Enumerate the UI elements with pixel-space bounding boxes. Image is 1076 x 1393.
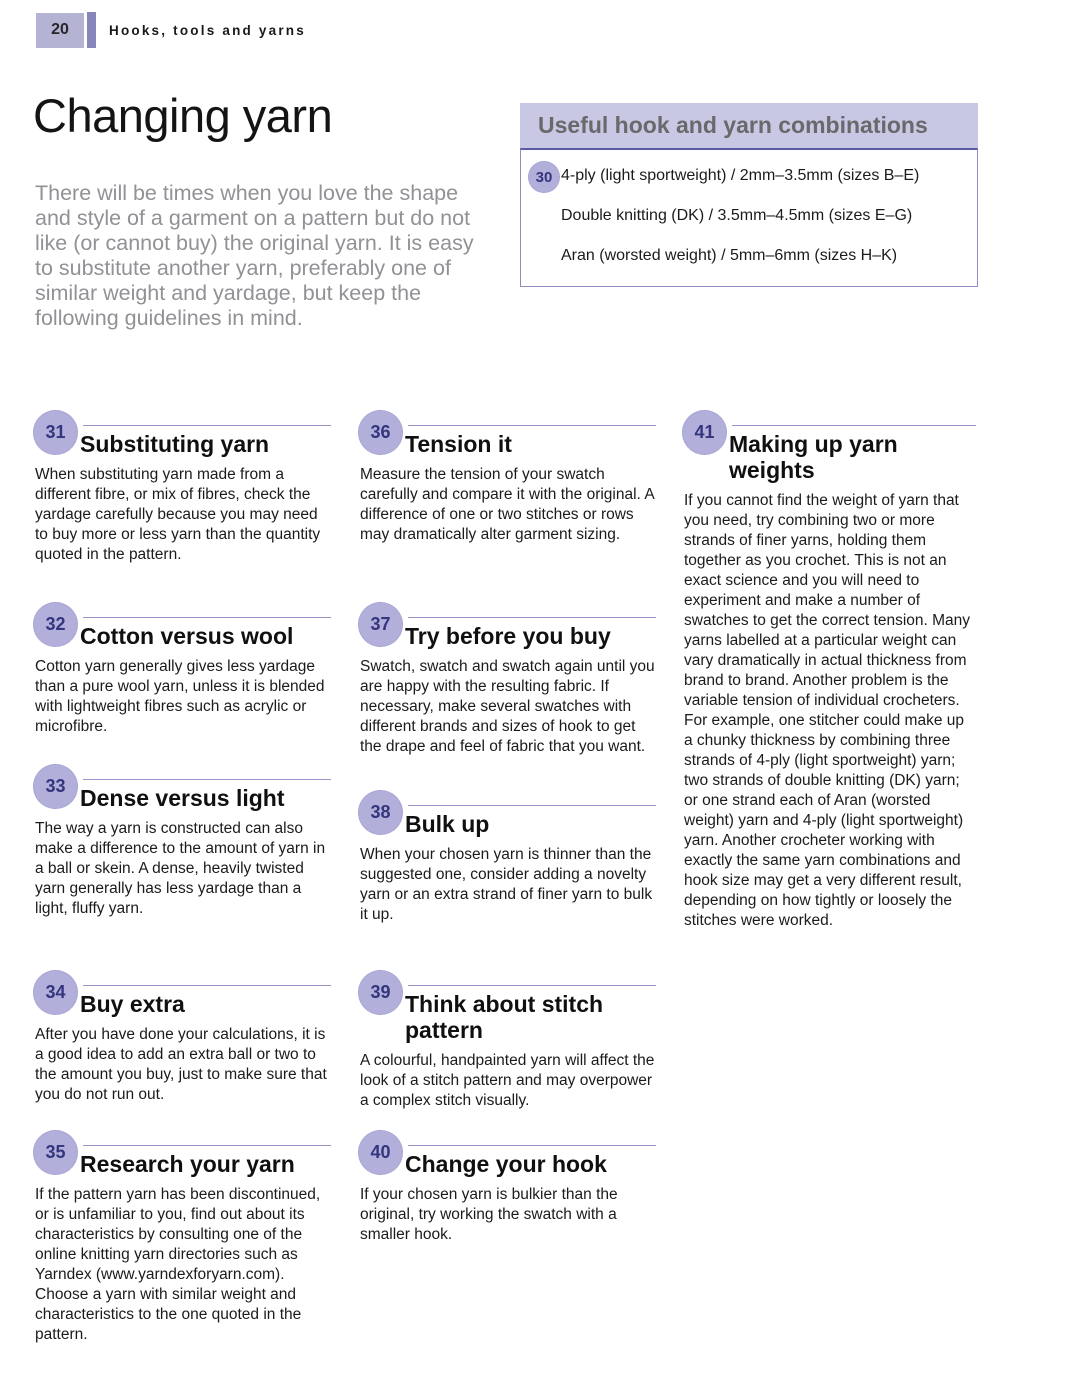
tip-rule-line [83, 1145, 331, 1146]
tip-title: Try before you buy [405, 623, 611, 649]
tip-number-badge: 40 [358, 1130, 403, 1175]
page-title: Changing yarn [33, 89, 333, 142]
tip-change-your-hook [360, 1128, 656, 1245]
tip-number-badge: 39 [358, 970, 403, 1015]
tip-rule-line [83, 779, 331, 780]
tip-research-your-yarn [35, 1128, 331, 1345]
tip-bulk-up [360, 788, 656, 925]
page-header [36, 12, 306, 48]
tip-title: Dense versus light [80, 785, 285, 811]
page-number: 20 [36, 13, 84, 48]
tip-title: Buy extra [80, 991, 185, 1017]
tip-number-badge: 41 [682, 410, 727, 455]
tip-rule-line [408, 425, 656, 426]
tip-head [360, 408, 656, 453]
combo-box-title: Useful hook and yarn combinations [520, 103, 978, 148]
tip-title: Bulk up [405, 811, 490, 837]
tip-title: Change your hook [405, 1151, 607, 1177]
tip-body: Measure the tension of your swatch carefully and compare it with the original. A difference of one or two stitches or rows may dramatically alter garment sizing. [360, 466, 654, 543]
tip-rule-line [408, 985, 656, 986]
tip-body: A colourful, handpainted yarn will affect the look of a stitch pattern and may overpower a complex stitch visually. [360, 1052, 655, 1109]
tip-head [684, 408, 976, 453]
tip-body: When substituting yarn made from a different fibre, or mix of fibres, check the yardage carefully because you may need to buy more or less yarn than the quantity quoted in the pattern. [35, 466, 321, 563]
tip-body: If your chosen yarn is bulkier than the original, try working the swatch with a smaller hook. [360, 1186, 618, 1243]
tip-buy-extra [35, 968, 331, 1105]
tip-cotton-versus-wool [35, 600, 331, 737]
tip-head [35, 762, 331, 807]
tip-head [35, 600, 331, 645]
tip-number-badge: 30 [528, 161, 560, 193]
tip-number-badge: 37 [358, 602, 403, 647]
tip-substituting-yarn [35, 408, 331, 565]
tip-head [35, 1128, 331, 1173]
tip-title: Cotton versus wool [80, 623, 294, 649]
tip-rule-line [83, 617, 331, 618]
tip-title: Tension it [405, 431, 512, 457]
tip-head [35, 408, 331, 453]
tip-number-badge: 33 [33, 764, 78, 809]
tip-body: Cotton yarn generally gives less yardage than a pure wool yarn, unless it is blended with lightweight fibres such as acrylic or microfibre. [35, 658, 325, 735]
tip-try-before-you-buy [360, 600, 656, 757]
combo-box [520, 103, 978, 287]
tip-think-about-stitch-pattern [360, 968, 656, 1111]
tip-body: When your chosen yarn is thinner than the suggested one, consider adding a novelty yarn or an extra strand of finer yarn to bulk it up. [360, 846, 653, 923]
tip-rule-line [408, 1145, 656, 1146]
tip-number-badge: 35 [33, 1130, 78, 1175]
tip-head [360, 1128, 656, 1173]
header-divider-bar [87, 12, 96, 48]
tip-head [35, 968, 331, 1013]
combo-list-item: Double knitting (DK) / 3.5mm–4.5mm (sizes E–G) [561, 207, 913, 224]
tip-head [360, 788, 656, 833]
tip-head [360, 600, 656, 645]
tip-head [360, 968, 656, 1013]
tip-body: If you cannot find the weight of yarn that you need, try combining two or more strands of finer yarns, holding them together as you crochet. This is not an exact science and you will need to experiment and make a number of swatches to get the correct tension. Many yarns labelled at a particular weight can vary dramatically in actual thickness from brand to brand. Another problem is the variable tension of individual crocheters. For example, one stitcher could make up a chunky thickness by combining three strands of 4-ply (light sportweight) yarn; two strands of double knitting (DK) yarn; or one strand each of Aran (worsted weight) yarn and 4-ply (light sportweight) yarn. Another crocheter working with exactly the same yarn combinations and hook size may get a very different result, depending on how tightly or loosely the stitches were worked. [684, 492, 971, 929]
tip-number-badge: 36 [358, 410, 403, 455]
tip-body: After you have done your calculations, it is a good idea to add an extra ball or two to the amount you buy, just to make sure that you do not run out. [35, 1026, 327, 1103]
tip-number-badge: 32 [33, 602, 78, 647]
tip-number-badge: 31 [33, 410, 78, 455]
tip-title: Think about stitch pattern [405, 991, 604, 1043]
tip-number-badge: 34 [33, 970, 78, 1015]
tip-body: Swatch, swatch and swatch again until you are happy with the resulting fabric. If necessary, make several swatches with different brands and sizes of hook to get the drape and feel of fabric that you want. [360, 658, 655, 755]
combo-list [561, 165, 967, 266]
tip-rule-line [408, 805, 656, 806]
tip-making-up-yarn-weights [684, 408, 976, 931]
tip-tension-it [360, 408, 656, 545]
section-title: Hooks, tools and yarns [109, 22, 306, 38]
intro-paragraph: There will be times when you love the shape and style of a garment on a pattern but do not like (or cannot buy) the original yarn. It is easy to substitute another yarn, preferably one of similar weight and yardage, but keep the following guidelines in mind. [35, 181, 474, 330]
tip-dense-versus-light [35, 762, 331, 919]
tip-number-badge: 38 [358, 790, 403, 835]
tip-title: Making up yarn weights [729, 431, 898, 483]
tip-body: The way a yarn is constructed can also make a difference to the amount of yarn in a ball or skein. A dense, heavily twisted yarn generally has less yardage than a light, fluffy yarn. [35, 820, 326, 917]
tip-rule-line [83, 985, 331, 986]
combo-list-item: 4-ply (light sportweight) / 2mm–3.5mm (sizes B–E) [561, 167, 920, 184]
combo-box-body [520, 148, 978, 287]
tip-title: Substituting yarn [80, 431, 270, 457]
tip-title: Research your yarn [80, 1151, 295, 1177]
tip-body: If the pattern yarn has been discontinued, or is unfamiliar to you, find out about its characteristics by consulting one of the online knitting yarn directories such as Yarndex (www.yarndexforyarn.com). Choose a yarn with similar weight and characteristics to the one quoted in the pattern. [35, 1186, 321, 1343]
tip-rule-line [83, 425, 331, 426]
tip-rule-line [732, 425, 976, 426]
tip-rule-line [408, 617, 656, 618]
combo-list-item: Aran (worsted weight) / 5mm–6mm (sizes H–K) [561, 247, 898, 264]
